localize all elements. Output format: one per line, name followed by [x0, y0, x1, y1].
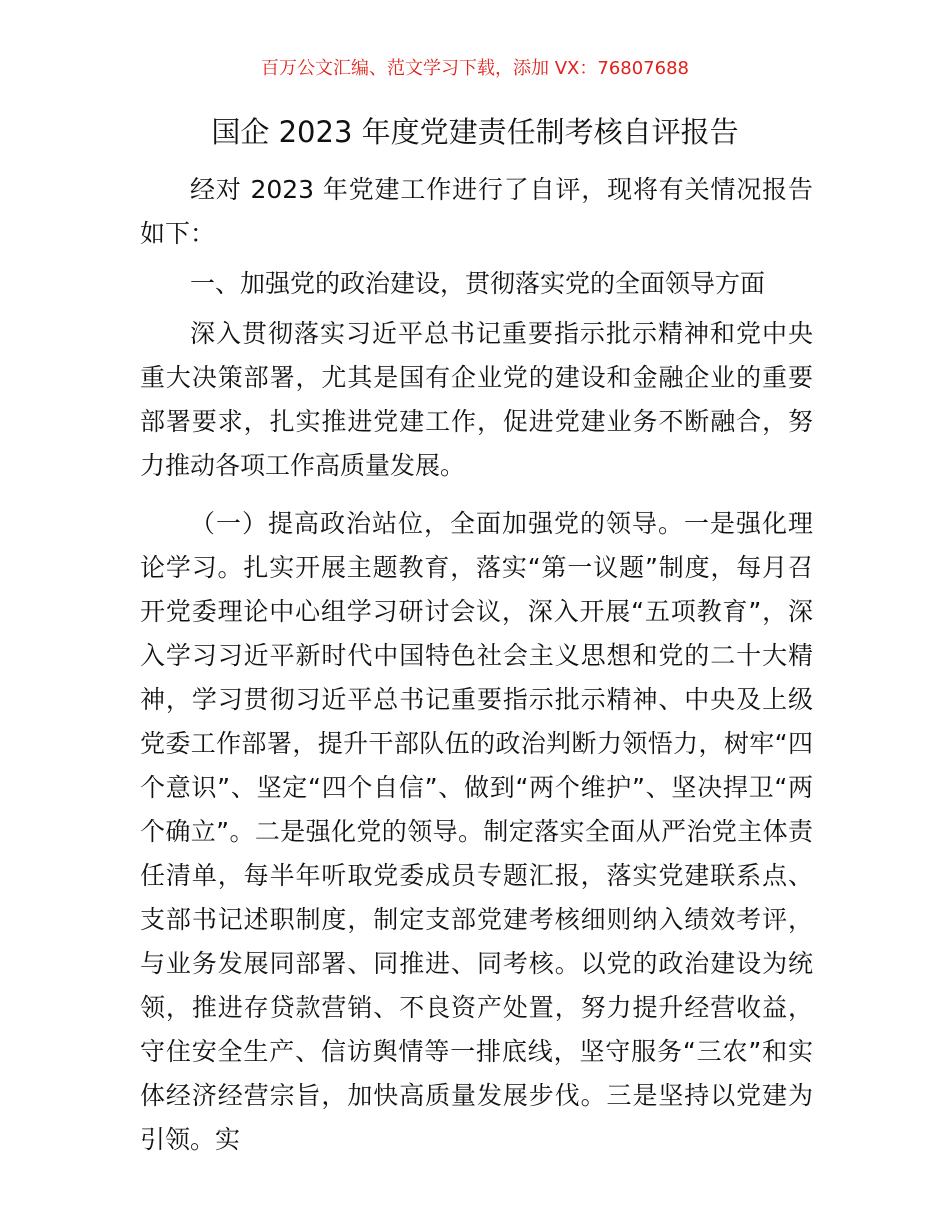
watermark-banner: 百万公文汇编、范文学习下载，添加 VX：76807688 [261, 58, 689, 79]
document-title: 国企 2023 年度党建责任制考核自评报告 [211, 115, 739, 149]
body-paragraph: 深入贯彻落实习近平总书记重要指示批示精神和党中央重大决策部署，尤其是国有企业党的建设和金融企业的重要部署要求，扎实推进党建工作，促进党建业务不断融合，努力推动各项工作高质量发展。 [140, 319, 813, 480]
document-body [140, 168, 813, 1162]
section-heading-1: 一、加强党的政治建设，贯彻落实党的全面领导方面 [190, 269, 766, 298]
intro-paragraph: 经对 2023 年党建工作进行了自评，现将有关情况报告如下： [140, 175, 813, 248]
body-paragraph: （一）提高政治站位，全面加强党的领导。一是强化理论学习。扎实开展主题教育，落实“第一议题”制度，每月召开党委理论中心组学习研讨会议，深入开展“五项教育”，深入学习习近平新时代中国特色社会主义思想和党的二十大精神，学习贯彻习近平总书记重要指示批示精神、中央及上级党委工作部署，提升干部队伍的政治判断力领悟力，树牢“四个意识”、坚定“四个自信”、做到“两个维护”、坚决捍卫“两个确立”。二是强化党的领导。制定落实全面从严治党主体责任清单，每半年听取党委成员专题汇报，落实党建联系点、支部书记述职制度，制定支部党建考核细则纳入绩效考评，与业务发展同部署、同推进、同考核。以党的政治建设为统领，推进存贷款营销、不良资产处置，努力提升经营收益，守住安全生产、信访舆情等一排底线，坚守服务“三农”和实体经济经营宗旨，加快高质量发展步伐。三是坚持以党建为引领。实 [140, 509, 813, 1154]
